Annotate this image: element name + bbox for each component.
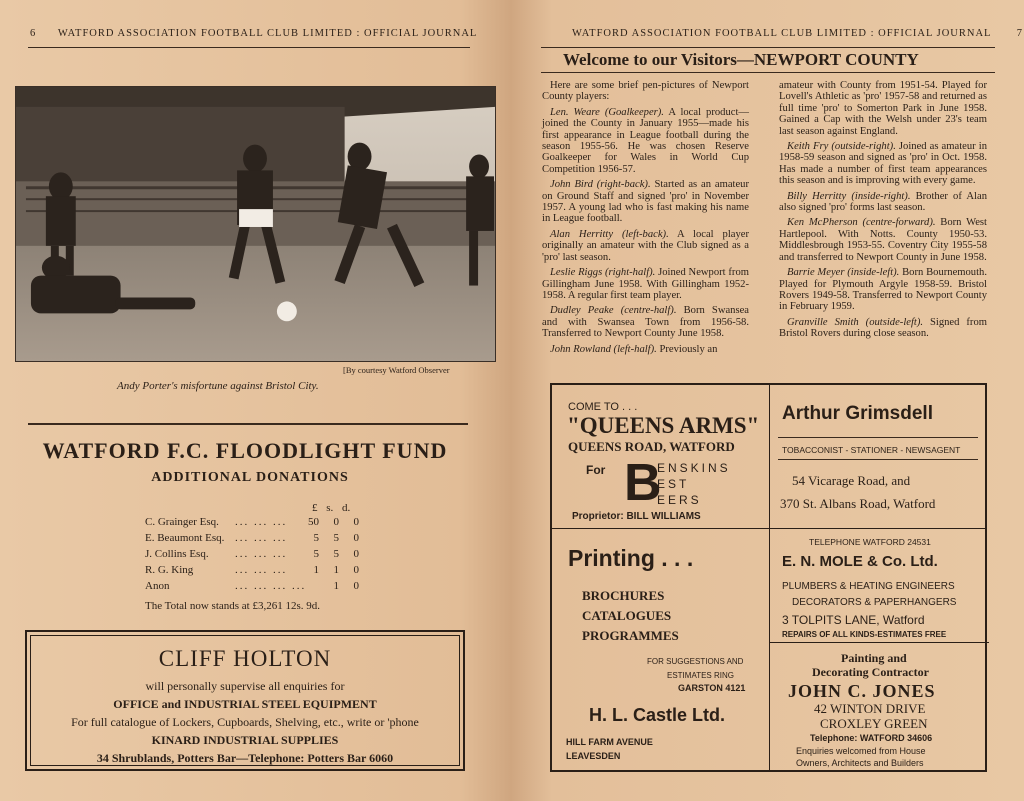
donation-row: [145, 548, 365, 563]
donation-row: [145, 532, 365, 547]
shillings: 1: [333, 580, 339, 592]
player-bio: A local product—joined the County in January 1955—made his first appearance in League football during the season 1955-56. He was chosen Reserve Goalkeeper for Wales in World Cup Competition 1956-57.: [542, 106, 749, 175]
player-entry: [779, 267, 987, 313]
player-name: Len. Weare (Goalkeeper).: [550, 106, 664, 118]
fund-total: The Total now stands at £3,261 12s. 9d.: [145, 600, 321, 612]
leader-dots: ... ... ... ...: [235, 580, 307, 592]
player-bio: Brother of Alan also signed 'pro' forms last season.: [779, 190, 987, 214]
player-entry: [542, 229, 749, 263]
pence: 0: [353, 564, 359, 576]
jones-name: JOHN C. JONES: [788, 681, 936, 701]
right-running-head: [572, 28, 1023, 39]
leader-dots: ... ... ...: [235, 532, 288, 544]
grimsdell-trade: TOBACCONIST - STATIONER - NEWSAGENT: [782, 445, 961, 455]
running-head: WATFORD ASSOCIATION FOOTBALL CLUB LIMITED : OFFICIAL JOURNAL: [572, 28, 992, 39]
advert-line: OFFICE and INDUSTRIAL STEEL EQUIPMENT: [113, 697, 377, 711]
mole-address: 3 TOLPITS LANE, Watford: [782, 613, 925, 627]
pence: 0: [353, 516, 359, 528]
printing-item: CATALOGUES: [582, 608, 672, 623]
best-line: EST: [657, 477, 690, 491]
player-name: Keith Fry (outside-right).: [787, 141, 896, 153]
printing-item: PROGRAMMES: [582, 628, 679, 643]
pounds: 50: [308, 516, 319, 528]
advert-divider: [769, 385, 770, 770]
mole-repairs: REPAIRS OF ALL KINDS-ESTIMATES FREE: [782, 630, 947, 639]
player-name: Granville Smith (outside-left).: [787, 316, 924, 328]
garston-phone: GARSTON 4121: [678, 683, 746, 693]
jones-address: 42 WINTON DRIVE: [814, 701, 926, 716]
castle-address: LEAVESDEN: [566, 751, 621, 761]
grimsdell-name: Arthur Grimsdell: [782, 403, 933, 424]
player-bio: Born Swansea and with Swansea Town from 1956-58. Transferred to Newport County June 1958.: [542, 305, 749, 340]
mole-line: DECORATORS & PAPERHANGERS: [792, 597, 957, 608]
for-text: For: [586, 463, 606, 477]
queens-road: QUEENS ROAD, WATFORD: [568, 439, 735, 454]
mole-line: PLUMBERS & HEATING ENGINEERS: [782, 581, 955, 592]
player-entry: [542, 179, 749, 225]
mole-name: E. N. MOLE & Co. Ltd.: [782, 553, 938, 570]
player-entry: [779, 191, 987, 214]
player-bio: Previously an: [656, 343, 718, 355]
jones-address: CROXLEY GREEN: [820, 716, 928, 731]
left-page: [0, 0, 511, 801]
advert-rule: [778, 459, 978, 460]
photo-caption: Andy Porter's misfortune against Bristol City.: [117, 380, 319, 392]
money-column-head: £ s. d.: [312, 502, 351, 514]
advert-name: CLIFF HOLTON: [158, 646, 332, 671]
suggestions-text: FOR SUGGESTIONS AND: [647, 657, 744, 666]
header-rule: [28, 47, 470, 48]
jones-trade: Painting and: [841, 651, 907, 665]
player-bio: Signed from Bristol Rovers during close season.: [779, 316, 987, 340]
player-bio: Born Bournemouth. Played for Plymouth Argyle 1958-59. Bristol Rovers 1949-58. Transferred to Newport County in February 1959.: [779, 267, 987, 313]
pence: 0: [353, 532, 359, 544]
castle-name: H. L. Castle Ltd.: [589, 705, 726, 725]
player-bio: Born West Hartlepool. With Notts. County 1950-53. Middlesbrough 1953-55. Coventry City 1955-58 and transferred to Newport County in June 1958.: [779, 217, 987, 263]
come-to-text: COME TO . . .: [568, 401, 638, 413]
cliff-holton-advert: [25, 630, 465, 771]
player-name: Barrie Meyer (inside-left).: [787, 267, 900, 279]
player-name: Leslie Riggs (right-half).: [550, 267, 656, 279]
photo-credit: [By courtesy Watford Observer: [343, 365, 450, 375]
jones-trade: Decorating Contractor: [812, 665, 929, 679]
donor-name: R. G. King: [145, 564, 194, 576]
advert-divider: [552, 528, 985, 529]
player-bio: Joined Newport from Gillingham June 1958. With Gillingham 1952-1958. A regular first team player.: [542, 267, 749, 301]
page-number: 7: [1016, 28, 1023, 39]
player-entry: [779, 317, 987, 340]
page-number: 6: [30, 28, 37, 39]
pen-pictures-column-2: [779, 80, 987, 344]
player-bio: Joined as amateur in 1958-59 season and signed as 'pro' in Oct. 1958. Has made a number of first team appearances this season and is improving with every game.: [779, 141, 987, 187]
donation-row: [145, 516, 365, 531]
donor-name: Anon: [145, 580, 170, 592]
estimates-text: ESTIMATES RING: [667, 671, 734, 680]
mole-telephone: TELEPHONE WATFORD 24531: [809, 537, 931, 547]
pence: 0: [353, 548, 359, 560]
player-entry: [542, 305, 749, 339]
shillings: 0: [333, 516, 339, 528]
pounds: 5: [313, 532, 319, 544]
fund-subtitle: ADDITIONAL DONATIONS: [151, 470, 349, 485]
header-rule: [541, 47, 995, 48]
pence: 0: [353, 580, 359, 592]
football-match-image: [16, 87, 495, 361]
running-head: WATFORD ASSOCIATION FOOTBALL CLUB LIMITED : OFFICIAL JOURNAL: [57, 28, 478, 39]
match-photo: [15, 86, 496, 362]
printing-item: BROCHURES: [582, 588, 665, 603]
shillings: 5: [333, 532, 339, 544]
benskins-b-logo: B: [624, 454, 662, 512]
donor-name: C. Grainger Esq.: [145, 516, 219, 528]
player-name: Dudley Peake (centre-half).: [550, 305, 677, 317]
leader-dots: ... ... ...: [235, 548, 288, 560]
leader-dots: ... ... ...: [235, 564, 288, 576]
player-name: John Bird (right-back).: [550, 179, 651, 191]
benskins-line: ENSKINS: [657, 461, 731, 475]
leader-dots: ... ... ...: [235, 516, 288, 528]
player-entry: [542, 267, 749, 301]
player-entry: [542, 107, 749, 175]
advert-rule: [778, 437, 978, 438]
proprietor: Proprietor: BILL WILLIAMS: [572, 511, 701, 522]
pounds: 1: [313, 564, 319, 576]
shillings: 5: [333, 548, 339, 560]
player-name: Alan Herritty (left-back).: [550, 228, 669, 240]
jones-telephone: Telephone: WATFORD 34606: [810, 733, 933, 743]
fund-title: WATFORD F.C. FLOODLIGHT FUND: [42, 438, 448, 463]
donor-name: J. Collins Esq.: [145, 548, 209, 560]
title-rule: [541, 72, 995, 73]
pounds: 5: [313, 548, 319, 560]
castle-address: HILL FARM AVENUE: [566, 737, 653, 747]
welcome-title: Welcome to our Visitors—NEWPORT COUNTY: [563, 50, 919, 69]
donor-name: E. Beaumont Esq.: [145, 532, 225, 544]
left-page-number-header: [30, 28, 477, 39]
shillings: 1: [333, 564, 339, 576]
advert-line: will personally supervise all enquiries for: [145, 679, 345, 693]
adverts-panel: [550, 383, 987, 772]
player-entry: [542, 344, 749, 355]
advert-divider: [770, 642, 989, 643]
advert-line: 34 Shrublands, Potters Bar—Telephone: Potters Bar 6060: [96, 751, 394, 765]
player-entry: [779, 217, 987, 263]
jones-enquiries: Owners, Architects and Builders: [796, 758, 924, 768]
player-entry: [779, 141, 987, 187]
printing-heading: Printing . . .: [568, 545, 694, 571]
advert-line: For full catalogue of Lockers, Cupboards, Shelving, etc., write or 'phone: [71, 715, 419, 729]
player-name: John Rowland (left-half).: [550, 343, 657, 355]
player-bio: A local player originally an amateur with the Club signed as a 'pro' last season.: [542, 228, 750, 263]
grimsdell-address: 370 St. Albans Road, Watford: [780, 496, 936, 511]
pen-pictures-column-1: [542, 80, 749, 359]
donation-row: [145, 564, 365, 579]
player-name: Ken McPherson (centre-forward).: [787, 217, 936, 229]
player-entry: [779, 80, 987, 137]
section-rule: [28, 423, 468, 425]
grimsdell-address: 54 Vicarage Road, and: [792, 473, 911, 488]
player-name: Billy Herritty (inside-right).: [787, 190, 911, 202]
beers-line: EERS: [657, 493, 702, 507]
jones-enquiries: Enquiries welcomed from House: [796, 746, 926, 756]
donation-row: [145, 580, 365, 595]
intro-paragraph: Here are some brief pen-pictures of Newport County players:: [542, 80, 749, 103]
player-bio: amateur with County from 1951-54. Played for Lovell's Athletic as 'pro' 1957-58 and returned as full time 'pro' to Somerton Park in June 1958. Gained a Cap with the Welsh under 23's team last season against England.: [779, 80, 987, 137]
advert-line: KINARD INDUSTRIAL SUPPLIES: [151, 733, 339, 747]
player-bio: Started as an amateur on Ground Staff and signed 'pro' in November 1957. A young lad who is fast making his name in League football.: [542, 179, 749, 225]
queens-arms-name: "QUEENS ARMS": [567, 413, 760, 438]
